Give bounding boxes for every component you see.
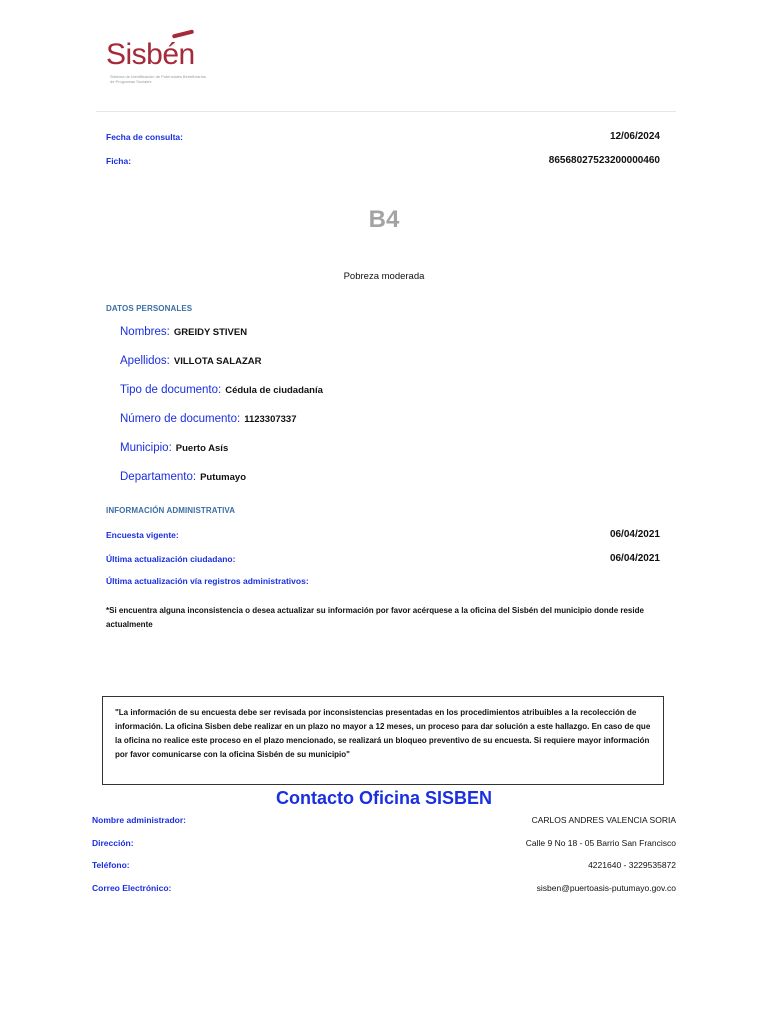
admin-value: 06/04/2021 [609,529,660,540]
actualizacion-ciudadano-row [106,553,660,564]
field-numero-documento [120,413,297,425]
field-apellidos [120,355,261,367]
field-value: GREIDY STIVEN [173,327,248,338]
contacto-value[interactable]: sisben@puertoasis-putumayo.gov.co [536,883,676,893]
contacto-label: Dirección: [92,838,134,848]
ficha-value: 86568027523200000460 [548,155,660,166]
contacto-label: Correo Electrónico: [92,883,172,893]
contacto-telefono-row [92,860,676,870]
ficha-row [106,155,660,166]
field-nombres [120,326,247,338]
grupo-clasificacion: B4 [368,206,400,233]
contacto-value: CARLOS ANDRES VALENCIA SORIA [531,815,676,825]
contacto-label: Nombre administrador: [92,815,186,825]
field-municipio [120,442,228,454]
field-value: Cédula de ciudadanía [225,385,323,396]
field-label: Nombres: [120,326,170,338]
contacto-value: Calle 9 No 18 - 05 Barrio San Francisco [525,838,676,848]
field-label: Número de documento: [120,413,241,425]
contacto-direccion-row [92,838,676,848]
contacto-label: Teléfono: [92,860,130,870]
field-label: Apellidos: [120,355,170,367]
encuesta-vigente-row [106,529,660,540]
field-tipo-documento [120,384,323,396]
logo-wordmark: Sisbén [106,38,195,71]
contacto-title: Contacto Oficina SISBEN [275,788,493,808]
contacto-correo-row [92,883,676,893]
fecha-consulta-value: 12/06/2024 [609,131,660,142]
datos-personales-title: DATOS PERSONALES [106,304,193,313]
fecha-consulta-row [106,131,660,142]
field-value: Putumayo [200,472,247,483]
admin-label: Última actualización vía registros administrativos: [106,576,309,586]
aviso-box: "La información de su encuesta debe ser revisada por inconsistencias presentadas en los procedimientos atribuibles a la recolección de información. La oficina Sisben debe realizar en un plazo no mayor a 12 meses, un proceso para dar solución a este hallazgo. En caso de que la oficina no realice este proceso en el plazo mencionado, se realizará un bloqueo preventivo de su encuesta. Si requiere mayor información por favor comunicarse con la oficina Sisbén de su municipio" [102,696,664,785]
field-value: VILLOTA SALAZAR [173,356,262,367]
field-label: Municipio: [120,442,172,454]
actualizacion-registros-row [106,576,660,586]
admin-label: Encuesta vigente: [106,529,179,540]
field-departamento [120,471,246,483]
admin-label: Última actualización ciudadano: [106,553,236,564]
field-label: Departamento: [120,471,197,483]
ficha-label: Ficha: [106,155,132,166]
field-value: Puerto Asís [175,443,229,454]
field-value: 1123307337 [244,414,297,425]
fecha-consulta-label: Fecha de consulta: [106,131,183,142]
field-label: Tipo de documento: [120,384,222,396]
info-admin-title: INFORMACIÓN ADMINISTRATIVA [106,506,236,515]
admin-value: 06/04/2021 [609,553,660,564]
descripcion-clasificacion: Pobreza moderada [343,271,425,282]
contacto-value: 4221640 - 3229535872 [588,860,676,870]
sisben-logo [106,38,210,84]
contacto-administrador-row [92,815,676,825]
logo-subtitle: Sistema de Identificación de Potenciales Beneficiarios de Programas Sociales [110,74,206,84]
inconsistencia-note: *Si encuentra alguna inconsistencia o desea actualizar su información por favor acérquese a la oficina del Sisbén del municipio donde reside actualmente [106,606,644,629]
header-divider [96,111,676,112]
